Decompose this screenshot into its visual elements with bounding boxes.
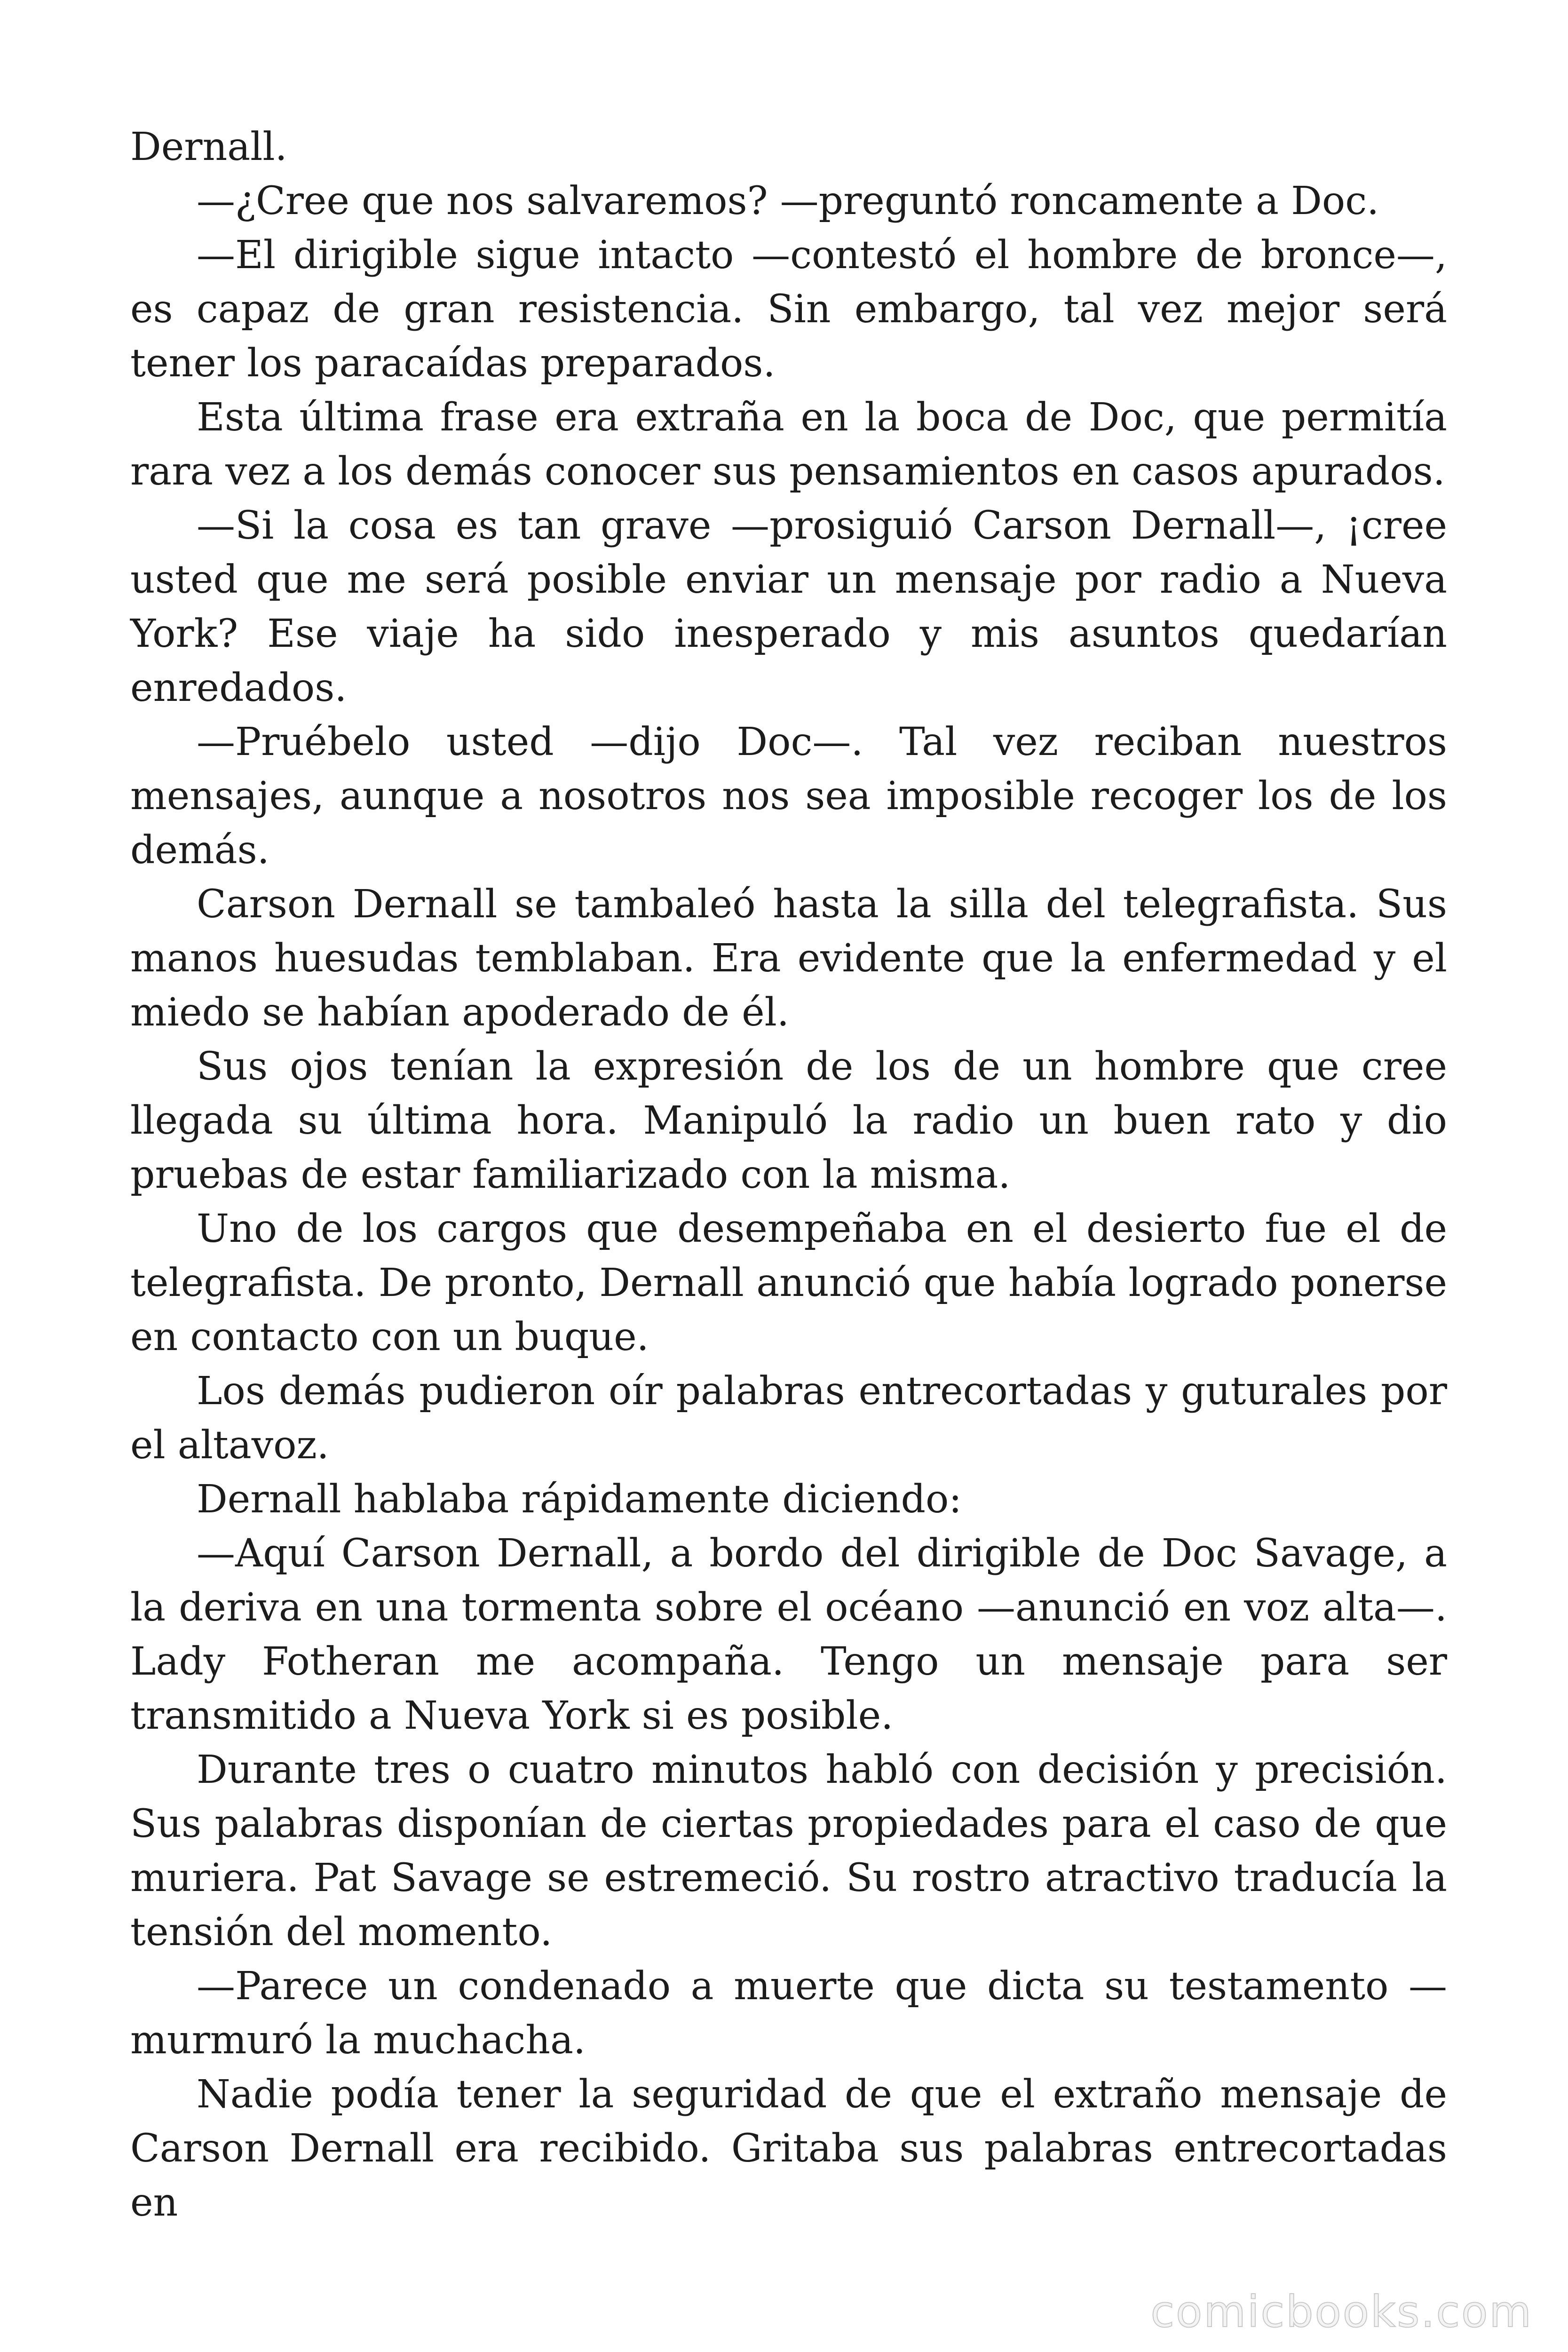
paragraph: —Parece un condenado a muerte que dicta su testamento —murmuró la muchacha.: [130, 1964, 1447, 2063]
paragraph: Durante tres o cuatro minutos habló con decisión y precisión. Sus palabras disponían de ciertas propiedades para el caso de que muriera. Pat Savage se estremeció. Su rostro atractivo traducía la tensión del momento.: [130, 1748, 1447, 1955]
paragraph: Sus ojos tenían la expresión de los de un hombre que cree llegada su última hora. Manipuló la radio un buen rato y dio pruebas de estar familiarizado con la misma.: [130, 1044, 1447, 1197]
paragraph: —Si la cosa es tan grave —prosiguió Carson Dernall—, ¡cree usted que me será posible enviar un mensaje por radio a Nueva York? Ese viaje ha sido inesperado y mis asuntos quedarían enredados.: [130, 503, 1447, 710]
paragraph: —¿Cree que nos salvaremos? —preguntó roncamente a Doc.: [197, 179, 1379, 223]
book-page-text: [130, 120, 1447, 2230]
paragraph: Uno de los cargos que desempeñaba en el desierto fue el de telegrafista. De pronto, Dernall anunció que había logrado ponerse en contacto con un buque.: [130, 1207, 1447, 1359]
paragraph: Nadie podía tener la seguridad de que el extraño mensaje de Carson Dernall era recibido. Gritaba sus palabras entrecortadas en: [130, 2072, 1447, 2225]
paragraph: —Aquí Carson Dernall, a bordo del dirigible de Doc Savage, a la deriva en una tormenta sobre el océano —anunció en voz alta—. Lady Fotheran me acompaña. Tengo un mensaje para ser transmitido a Nueva York si es posible.: [130, 1531, 1447, 1738]
paragraph: —Pruébelo usted —dijo Doc—. Tal vez reciban nuestros mensajes, aunque a nosotros nos sea imposible recoger los de los demás.: [130, 720, 1447, 873]
paragraph: Los demás pudieron oír palabras entrecortadas y guturales por el altavoz.: [130, 1369, 1447, 1468]
watermark: comicbooks.com: [1150, 2287, 1533, 2337]
paragraph: Dernall hablaba rápidamente diciendo:: [197, 1477, 962, 1522]
paragraph: Carson Dernall se tambaleó hasta la silla del telegrafista. Sus manos huesudas temblaban. Era evidente que la enfermedad y el miedo se habían apoderado de él.: [130, 882, 1447, 1035]
paragraph: —El dirigible sigue intacto —contestó el hombre de bronce—, es capaz de gran resistencia. Sin embargo, tal vez mejor será tener los paracaídas preparados.: [130, 233, 1447, 386]
paragraph: Dernall.: [130, 125, 287, 169]
paragraph: Esta última frase era extraña en la boca de Doc, que permitía rara vez a los demás conocer sus pensamientos en casos apurados.: [130, 395, 1447, 494]
